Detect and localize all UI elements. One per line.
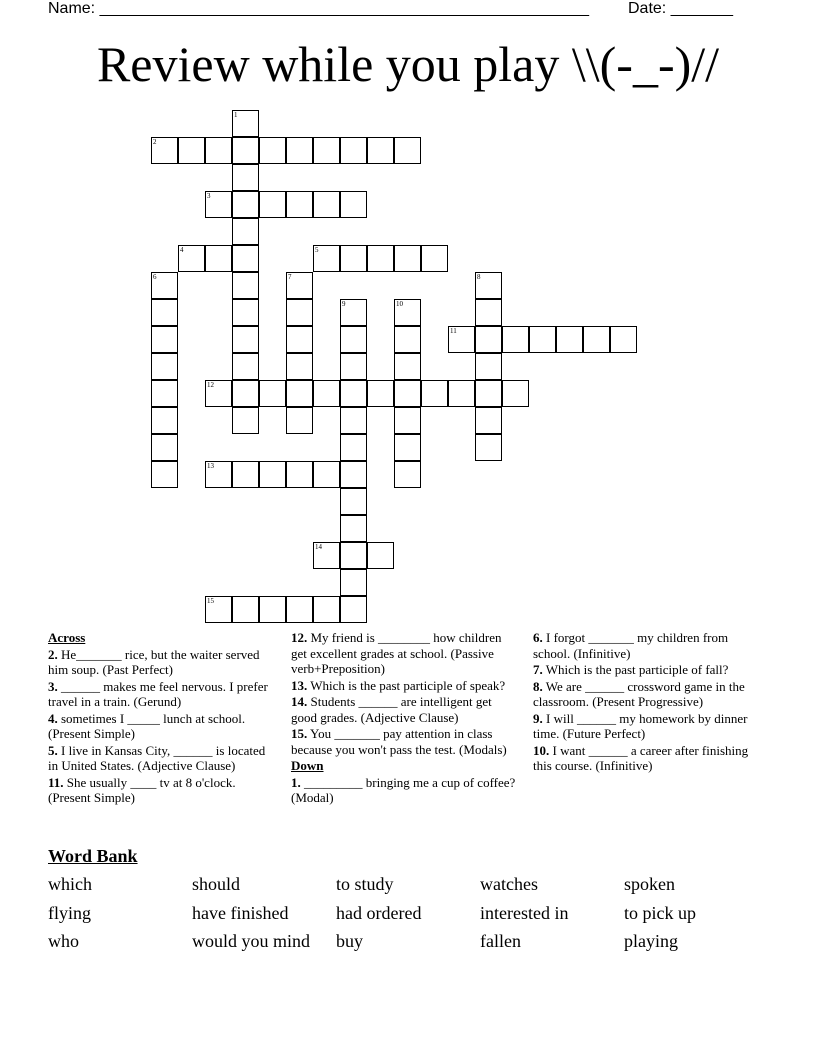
clue bbox=[291, 694, 517, 725]
clue-text: I want ______ a career after finishing this course. (Infinitive) bbox=[533, 742, 749, 773]
grid-cell[interactable] bbox=[232, 137, 259, 164]
clue-number: 8 bbox=[477, 273, 481, 281]
grid-cell[interactable] bbox=[313, 137, 340, 164]
clue-num: 2. bbox=[48, 646, 58, 662]
grid-cell[interactable] bbox=[475, 326, 502, 353]
clue-number: 15 bbox=[207, 597, 214, 605]
grid-cell[interactable] bbox=[232, 272, 259, 299]
clue-num: 6. bbox=[533, 630, 543, 645]
clue-number: 11 bbox=[450, 327, 457, 335]
grid-cell[interactable] bbox=[313, 245, 340, 272]
grid-cell[interactable] bbox=[340, 137, 367, 164]
clue-number: 12 bbox=[207, 381, 214, 389]
grid-cell[interactable] bbox=[340, 434, 367, 461]
grid-cell[interactable] bbox=[232, 380, 259, 407]
grid-cell[interactable] bbox=[313, 461, 340, 488]
grid-cell[interactable] bbox=[205, 596, 232, 623]
grid-cell[interactable] bbox=[151, 461, 178, 488]
grid-cell[interactable] bbox=[205, 191, 232, 218]
word-bank-word: should bbox=[192, 874, 241, 894]
grid-cell[interactable] bbox=[232, 110, 259, 137]
grid-cell[interactable] bbox=[205, 137, 232, 164]
grid-cell[interactable] bbox=[340, 407, 367, 434]
grid-cell[interactable] bbox=[367, 380, 394, 407]
word-bank-word: had ordered bbox=[336, 902, 422, 923]
grid-cell[interactable] bbox=[340, 542, 367, 569]
grid-cell[interactable] bbox=[394, 137, 421, 164]
grid-cell[interactable] bbox=[448, 326, 475, 353]
clue-num: 1. bbox=[291, 774, 301, 790]
grid-cell[interactable] bbox=[151, 380, 178, 407]
clue-text: You _______ pay attention in class because you won't pass the test. (Modals) bbox=[291, 726, 507, 757]
grid-cell[interactable] bbox=[232, 164, 259, 191]
clue-text: Which is the past participle of fall? bbox=[542, 662, 729, 677]
clue bbox=[48, 711, 270, 742]
grid-cell[interactable] bbox=[151, 272, 178, 299]
clue-text: Students ______ are intelligent get good grades. (Adjective Clause) bbox=[291, 694, 492, 725]
clue-text: sometimes I _____ lunch at school. (Present Simple) bbox=[48, 710, 246, 741]
clue-text: ______ makes me feel nervous. I prefer travel in a train. (Gerund) bbox=[48, 678, 268, 709]
word-bank-word: watches bbox=[480, 874, 538, 894]
word-bank-word: have finished bbox=[192, 902, 289, 923]
grid-cell[interactable] bbox=[340, 380, 367, 407]
page-title: Review while you play \\(-_-)// bbox=[96, 36, 720, 92]
clue bbox=[48, 679, 270, 710]
grid-cell[interactable] bbox=[475, 353, 502, 380]
grid-cell[interactable] bbox=[232, 353, 259, 380]
grid-cell[interactable] bbox=[151, 434, 178, 461]
clue-heading: Across bbox=[48, 630, 86, 645]
clue-text: I will ______ my homework by dinner time. (Future Perfect) bbox=[533, 710, 748, 741]
grid-cell[interactable] bbox=[394, 353, 421, 380]
grid-cell[interactable] bbox=[475, 380, 502, 407]
grid-cell[interactable] bbox=[205, 245, 232, 272]
grid-cell[interactable] bbox=[340, 353, 367, 380]
grid-cell[interactable] bbox=[313, 542, 340, 569]
grid-cell[interactable] bbox=[394, 461, 421, 488]
clues-column-3 bbox=[533, 630, 755, 775]
grid-cell[interactable] bbox=[367, 245, 394, 272]
clue-text: I live in Kansas City, ______ is located in United States. (Adjective Clause) bbox=[48, 742, 266, 773]
grid-cell[interactable] bbox=[205, 461, 232, 488]
clue-number: 2 bbox=[153, 138, 157, 146]
grid-cell[interactable] bbox=[151, 299, 178, 326]
grid-cell[interactable] bbox=[448, 380, 475, 407]
grid-cell[interactable] bbox=[610, 326, 637, 353]
clue bbox=[533, 711, 755, 742]
grid-cell[interactable] bbox=[367, 542, 394, 569]
word-bank-row bbox=[48, 931, 768, 960]
grid-cell[interactable] bbox=[340, 326, 367, 353]
clue-num: 10. bbox=[533, 742, 550, 758]
word-bank-word: playing bbox=[624, 931, 678, 951]
clue-text: Which is the past participle of speak? bbox=[307, 677, 506, 693]
grid-cell[interactable] bbox=[475, 299, 502, 326]
grid-cell[interactable] bbox=[232, 461, 259, 488]
grid-cell[interactable] bbox=[232, 245, 259, 272]
clue-num: 15. bbox=[291, 726, 308, 741]
clue bbox=[48, 743, 270, 774]
word-bank-word: flying bbox=[48, 902, 91, 923]
grid-cell[interactable] bbox=[151, 326, 178, 353]
grid-cell[interactable] bbox=[475, 407, 502, 434]
grid-cell[interactable] bbox=[286, 353, 313, 380]
grid-cell[interactable] bbox=[286, 326, 313, 353]
grid-cell[interactable] bbox=[313, 596, 340, 623]
grid-cell[interactable] bbox=[394, 434, 421, 461]
grid-cell[interactable] bbox=[340, 488, 367, 515]
grid-cell[interactable] bbox=[475, 434, 502, 461]
clue-num: 14. bbox=[291, 694, 308, 709]
clue-text: He_______ rice, but the waiter served him soup. (Past Perfect) bbox=[48, 646, 260, 677]
clue bbox=[48, 647, 270, 678]
grid-cell[interactable] bbox=[178, 245, 205, 272]
grid-cell[interactable] bbox=[313, 380, 340, 407]
clue-num: 4. bbox=[48, 710, 58, 726]
clue bbox=[291, 630, 517, 677]
grid-cell[interactable] bbox=[151, 353, 178, 380]
grid-cell[interactable] bbox=[340, 569, 367, 596]
word-bank-word: interested in bbox=[480, 902, 569, 923]
clue-text: She usually ____ tv at 8 o'clock.(Present Simple) bbox=[48, 774, 236, 805]
clue-number: 9 bbox=[342, 300, 346, 308]
grid-cell[interactable] bbox=[583, 326, 610, 353]
grid-cell[interactable] bbox=[502, 380, 529, 407]
grid-cell[interactable] bbox=[394, 245, 421, 272]
clue-number: 4 bbox=[180, 246, 184, 254]
clue bbox=[48, 775, 270, 806]
clue-number: 13 bbox=[207, 462, 214, 470]
grid-cell[interactable] bbox=[232, 299, 259, 326]
grid-cell[interactable] bbox=[232, 218, 259, 245]
clue-text: My friend is ________ how children get excellent grades at school. (Passive verb+Preposition) bbox=[291, 630, 502, 676]
clues-column-2 bbox=[291, 630, 517, 807]
grid-cell[interactable] bbox=[232, 407, 259, 434]
grid-cell[interactable] bbox=[259, 191, 286, 218]
grid-cell[interactable] bbox=[286, 407, 313, 434]
grid-cell[interactable] bbox=[394, 299, 421, 326]
word-bank bbox=[48, 874, 768, 960]
grid-cell[interactable] bbox=[151, 407, 178, 434]
clue bbox=[533, 662, 755, 678]
grid-cell[interactable] bbox=[259, 137, 286, 164]
grid-cell[interactable] bbox=[340, 596, 367, 623]
clue-number: 14 bbox=[315, 543, 322, 551]
word-bank-word: who bbox=[48, 931, 79, 951]
clue-num: 5. bbox=[48, 742, 58, 758]
clue bbox=[533, 679, 755, 710]
clue bbox=[291, 726, 517, 757]
grid-cell[interactable] bbox=[394, 380, 421, 407]
grid-cell[interactable] bbox=[340, 461, 367, 488]
grid-cell[interactable] bbox=[286, 596, 313, 623]
word-bank-word: buy bbox=[336, 931, 363, 951]
clue-text: I forgot _______ my children from school. (Infinitive) bbox=[533, 630, 729, 661]
grid-cell[interactable] bbox=[556, 326, 583, 353]
grid-cell[interactable] bbox=[286, 380, 313, 407]
grid-cell[interactable] bbox=[232, 191, 259, 218]
word-bank-word: which bbox=[48, 874, 92, 894]
word-bank-word: to study bbox=[336, 874, 394, 894]
grid-cell[interactable] bbox=[178, 137, 205, 164]
grid-cell[interactable] bbox=[232, 596, 259, 623]
clue-text: We are ______ crossword game in the classroom. (Present Progressive) bbox=[533, 678, 745, 709]
clue-num: 7. bbox=[533, 662, 543, 677]
name-field-label: Name: _______________________________________________________ bbox=[48, 0, 589, 17]
word-bank-title: Word Bank bbox=[48, 846, 138, 866]
clue bbox=[533, 630, 755, 661]
grid-cell[interactable] bbox=[259, 461, 286, 488]
grid-cell[interactable] bbox=[286, 461, 313, 488]
clue-number: 1 bbox=[234, 111, 238, 119]
grid-cell[interactable] bbox=[475, 272, 502, 299]
clue-num: 11. bbox=[48, 774, 64, 790]
clue-num: 13. bbox=[291, 677, 308, 693]
grid-cell[interactable] bbox=[394, 326, 421, 353]
clue-num: 3. bbox=[48, 678, 58, 694]
clue-num: 12. bbox=[291, 630, 308, 645]
clue-text: _________ bringing me a cup of coffee? (Modal) bbox=[291, 774, 516, 805]
grid-cell[interactable] bbox=[151, 137, 178, 164]
grid-cell[interactable] bbox=[286, 272, 313, 299]
clue bbox=[533, 743, 755, 774]
clue bbox=[291, 678, 517, 694]
grid-cell[interactable] bbox=[340, 191, 367, 218]
clue-num: 8. bbox=[533, 678, 543, 694]
clue-number: 5 bbox=[315, 246, 319, 254]
word-bank-word: to pick up bbox=[624, 902, 696, 923]
grid-cell[interactable] bbox=[286, 137, 313, 164]
clue-number: 3 bbox=[207, 192, 211, 200]
word-bank-word: fallen bbox=[480, 931, 521, 951]
clues-column-1 bbox=[48, 630, 270, 807]
grid-cell[interactable] bbox=[205, 380, 232, 407]
clue-number: 7 bbox=[288, 273, 292, 281]
grid-cell[interactable] bbox=[421, 380, 448, 407]
grid-cell[interactable] bbox=[286, 191, 313, 218]
date-field-label: Date: _______ bbox=[628, 0, 733, 17]
clue bbox=[291, 775, 517, 806]
word-bank-word: would you mind bbox=[192, 931, 311, 951]
grid-cell[interactable] bbox=[286, 299, 313, 326]
word-bank-row bbox=[48, 903, 768, 932]
word-bank-word: spoken bbox=[624, 874, 675, 894]
grid-cell[interactable] bbox=[421, 245, 448, 272]
grid-cell[interactable] bbox=[259, 380, 286, 407]
word-bank-row bbox=[48, 874, 768, 903]
grid-cell[interactable] bbox=[340, 299, 367, 326]
grid-cell[interactable] bbox=[232, 326, 259, 353]
grid-cell[interactable] bbox=[502, 326, 529, 353]
grid-cell[interactable] bbox=[367, 137, 394, 164]
grid-cell[interactable] bbox=[340, 245, 367, 272]
grid-cell[interactable] bbox=[394, 407, 421, 434]
clue-number: 10 bbox=[396, 300, 403, 308]
clue-heading: Down bbox=[291, 758, 324, 773]
grid-cell[interactable] bbox=[259, 596, 286, 623]
grid-cell[interactable] bbox=[529, 326, 556, 353]
grid-cell[interactable] bbox=[313, 191, 340, 218]
grid-cell[interactable] bbox=[340, 515, 367, 542]
clue-number: 6 bbox=[153, 273, 157, 281]
clue-num: 9. bbox=[533, 710, 543, 726]
